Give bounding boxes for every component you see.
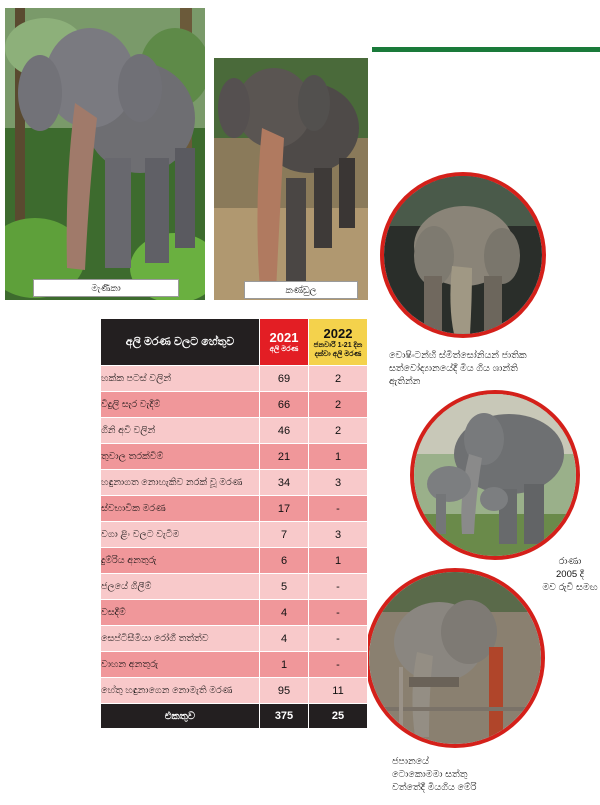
row-cause: වාහන අනතුරු	[101, 652, 260, 678]
row-2021: 95	[260, 678, 309, 704]
table-row	[101, 626, 368, 652]
row-cause: හක්ක පටස් වලින්	[101, 366, 260, 392]
table-row	[101, 418, 368, 444]
table-row	[101, 470, 368, 496]
row-2022: 1	[309, 548, 368, 574]
row-2022: -	[309, 496, 368, 522]
note3-line1: ජපානයේ	[392, 756, 430, 767]
row-2021: 4	[260, 600, 309, 626]
row-2022: 1	[309, 444, 368, 470]
photo1-caption: මැණිකා	[33, 279, 179, 297]
table-row	[101, 444, 368, 470]
note1-line1: වොෂිංටන්හි ස්මිත්සෝනියන් ජාතික	[389, 350, 527, 361]
note3-line3: වත්තේදී මියගිය මේරි	[392, 782, 477, 793]
note2-line2: 2005 දී	[556, 569, 584, 580]
row-cause: හඳුනාගත නොහැකිව නරක් වූ මරණ	[101, 470, 260, 496]
table-row	[101, 652, 368, 678]
note-mary	[392, 755, 582, 794]
table-row	[101, 522, 368, 548]
row-2022: 2	[309, 366, 368, 392]
header-2021-sub: අලි මරණ	[269, 346, 299, 353]
photo-elephant-kandula	[214, 58, 368, 300]
row-2021: 34	[260, 470, 309, 496]
table-row	[101, 574, 368, 600]
table-row	[101, 548, 368, 574]
total-label: එකතුව	[101, 704, 260, 729]
note-rana	[540, 555, 600, 594]
row-2022: 2	[309, 418, 368, 444]
row-2022: 3	[309, 470, 368, 496]
row-2022: -	[309, 600, 368, 626]
row-cause: තුවාල තරක්වීම්	[101, 444, 260, 470]
note1-line2: සත්වෝද්‍යානයේදී මිය ගිය ශාන්ති	[389, 363, 518, 374]
row-2021: 17	[260, 496, 309, 522]
row-cause: සෙප්ටිසීමියා රෝගී තත්ත්ව	[101, 626, 260, 652]
row-2022: 3	[309, 522, 368, 548]
row-2022: 2	[309, 392, 368, 418]
table-total-row	[101, 704, 368, 729]
table-row	[101, 496, 368, 522]
photo-elephant-manika	[5, 8, 205, 300]
row-cause: ජලයේ ගිලීම්	[101, 574, 260, 600]
header-2022	[309, 319, 368, 366]
note2-line1: රාණා	[558, 556, 582, 567]
note1-line3: ඇතින්න	[389, 376, 421, 387]
circle-photo-mary	[365, 568, 545, 748]
row-2022: -	[309, 652, 368, 678]
note3-line2: ටොකොමමා සත්තු	[392, 769, 468, 780]
row-2021: 6	[260, 548, 309, 574]
header-2021-year: 2021	[269, 330, 299, 345]
row-2021: 21	[260, 444, 309, 470]
row-cause: ගිනි අවි වලින්	[101, 418, 260, 444]
row-cause: වසදීම්	[101, 600, 260, 626]
elephant-deaths-table	[100, 318, 368, 729]
row-2022: -	[309, 626, 368, 652]
circle-photo-shanthi	[380, 172, 546, 338]
row-cause: හේතු හඳුනාගෙන නොමැති මරණ	[101, 678, 260, 704]
total-2021: 375	[260, 704, 309, 729]
header-2022-sub: ජනවාරි 1-21 දින දක්වා අලි මරණ	[313, 341, 363, 358]
total-2022: 25	[309, 704, 368, 729]
header-2022-year: 2022	[323, 325, 353, 341]
header-cause: අලි මරණ වලට හේතුව	[101, 319, 260, 366]
row-cause: විදුලි සැර වැදීම්	[101, 392, 260, 418]
table-header-row	[101, 319, 368, 366]
row-2022: 11	[309, 678, 368, 704]
circle-photo-rana	[410, 390, 580, 560]
row-cause: ස්වභාවික මරණ	[101, 496, 260, 522]
table-row	[101, 600, 368, 626]
table-row	[101, 392, 368, 418]
row-cause: වගා ළිං වලට වැටීම	[101, 522, 260, 548]
photo2-caption: කණ්ඩුල	[244, 281, 358, 299]
green-divider	[372, 47, 600, 52]
table-row	[101, 678, 368, 704]
row-2021: 4	[260, 626, 309, 652]
header-2021	[260, 319, 309, 366]
row-2021: 69	[260, 366, 309, 392]
row-2021: 7	[260, 522, 309, 548]
row-2021: 46	[260, 418, 309, 444]
row-2021: 66	[260, 392, 309, 418]
row-2021: 5	[260, 574, 309, 600]
row-2022: -	[309, 574, 368, 600]
note-shanthi	[389, 349, 569, 388]
row-2021: 1	[260, 652, 309, 678]
table-row	[101, 366, 368, 392]
row-cause: දුම්රිය අනතුරු	[101, 548, 260, 574]
note2-line3: මව රුවී සමඟ	[542, 582, 598, 593]
